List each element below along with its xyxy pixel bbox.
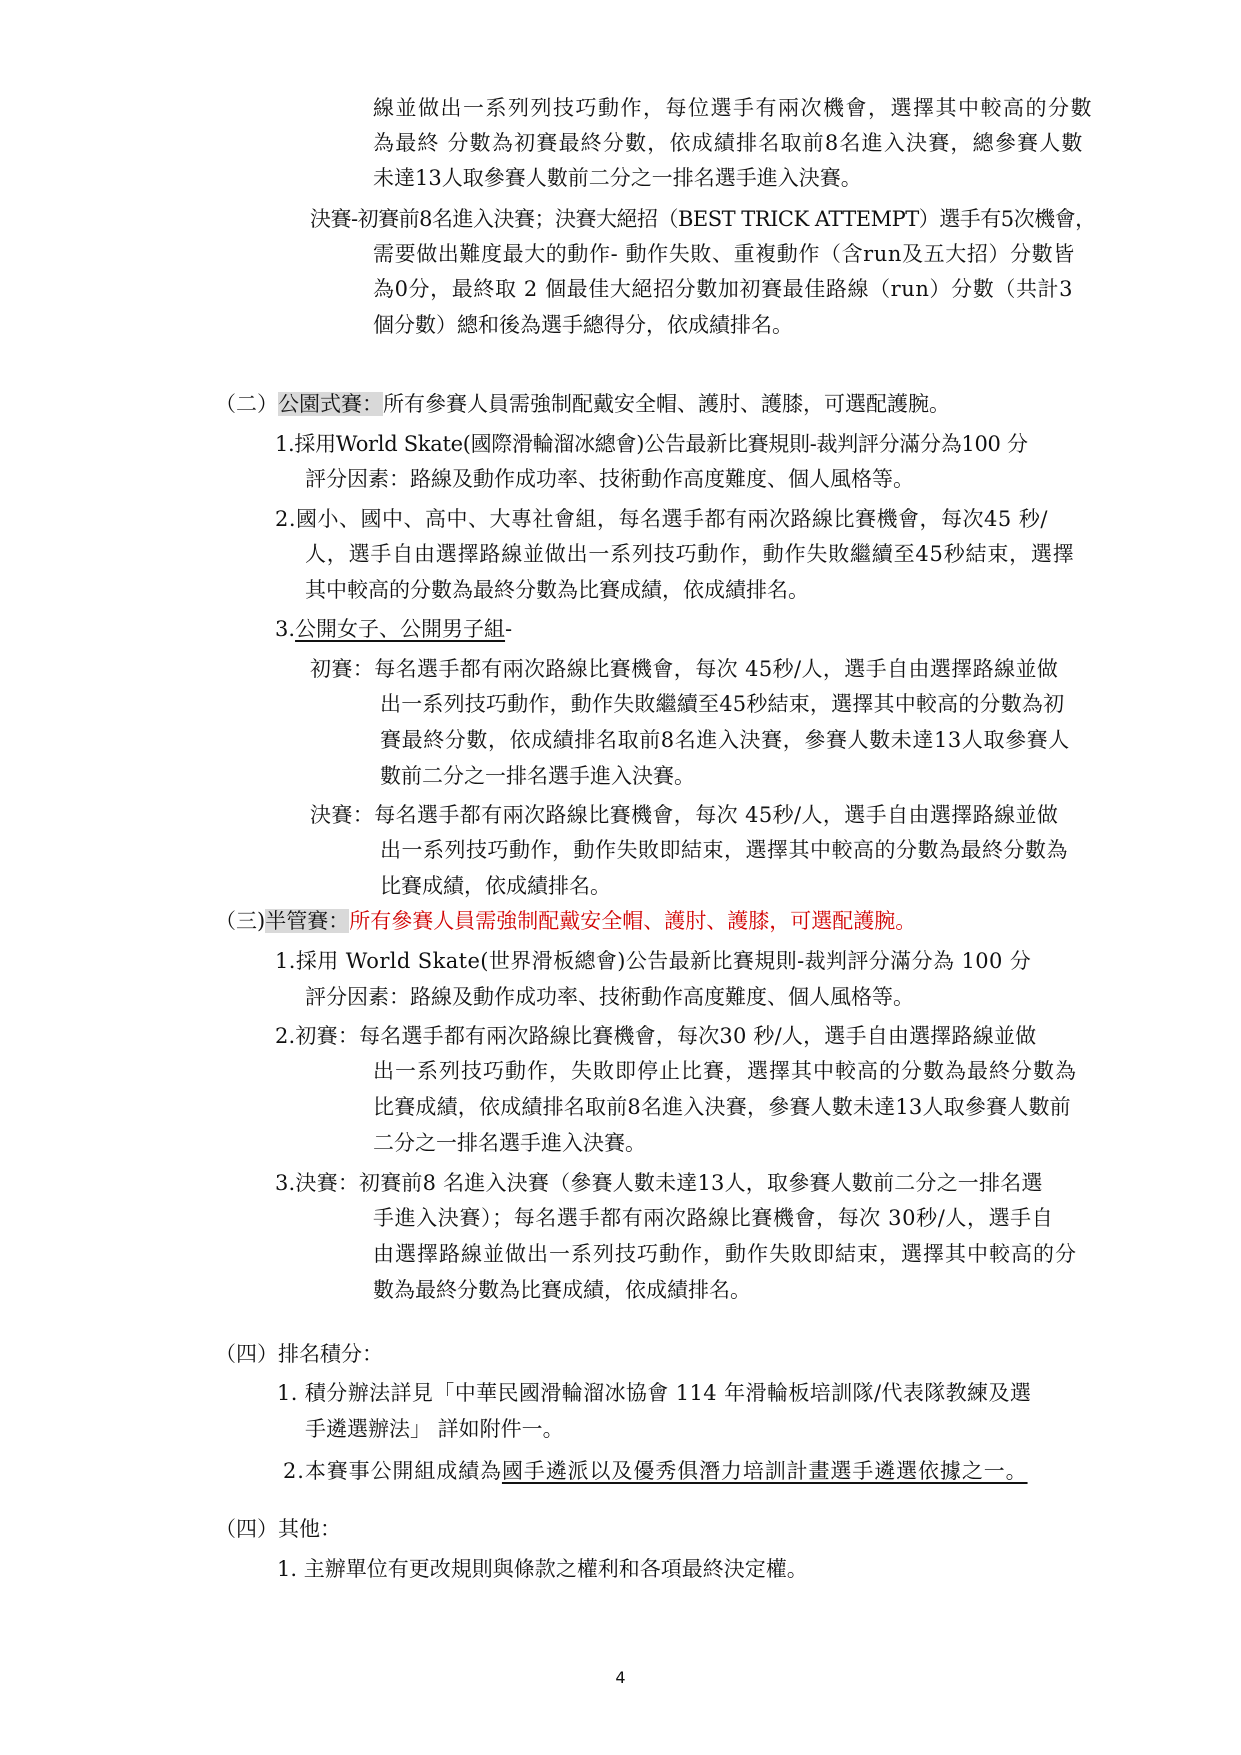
text-line: 數前二分之一排名選手進入決賽。 [380, 764, 695, 788]
open-group-dash: - [505, 617, 513, 641]
text-line: 3.決賽：初賽前8 名進入決賽（參賽人數未達13人，取參賽人數前二分之一排名選 [275, 1171, 1043, 1195]
park-safety-text: 所有參賽人員需強制配戴安全帽、護肘、護膝，可選配護腕。 [383, 392, 950, 416]
open-group-heading [275, 614, 512, 644]
text-line: 其中較高的分數為最終分數為比賽成績，依成績排名。 [305, 578, 809, 602]
section-other-heading: （四）其他： [215, 1517, 341, 1541]
text-line: 1.採用 World Skate(世界滑板總會)公告最新比賽規則-裁判評分滿分為 100 分 [275, 949, 1032, 973]
text-line: 1.採用World Skate(國際滑輪溜冰總會)公告最新比賽規則-裁判評分滿分為100 分 [275, 432, 1028, 456]
text-line: 初賽：每名選手都有兩次路線比賽機會，每次 45秒/人，選手自由選擇路線並做 [310, 657, 1059, 681]
text-line: 人，選手自由選擇路線並做出一系列技巧動作，動作失敗繼續至45秒結束，選擇 [305, 542, 1075, 566]
text-line: 二分之一排名選手進入決賽。 [373, 1131, 646, 1155]
ranking-note [283, 1456, 1028, 1486]
section-prefix: （二） [215, 392, 278, 416]
text-line: 數為最終分數為比賽成績，依成績排名。 [373, 1278, 751, 1302]
section-prefix: （三) [215, 909, 266, 933]
park-label: 公園式賽： [278, 392, 383, 416]
text-line: 1. 積分辦法詳見「中華民國滑輪溜冰協會 114 年滑輪板培訓隊/代表隊教練及選 [277, 1381, 1032, 1405]
halfpipe-safety-text: 所有參賽人員需強制配戴安全帽、護肘、護膝，可選配護腕。 [349, 909, 917, 933]
text-line: 為最終 分數為初賽最終分數，依成績排名取前8名進入決賽，總參賽人數 [373, 131, 1084, 155]
text-line: 賽最終分數，依成績排名取前8名進入決賽，參賽人數未達13人取參賽人 [380, 728, 1070, 752]
text-line: 評分因素：路線及動作成功率、技術動作高度難度、個人風格等。 [305, 985, 914, 1009]
text-line: 決賽-初賽前8名進入決賽；決賽大絕招（BEST TRICK ATTEMPT）選手有5次機會， [310, 207, 1096, 231]
list-number: 3. [275, 617, 296, 641]
text-line: 手遴選辦法」 詳如附件一。 [305, 1417, 564, 1441]
page-number: 4 [615, 1668, 626, 1687]
text-line: 需要做出難度最大的動作- 動作失敗、重複動作（含run及五大招）分數皆 [373, 242, 1075, 266]
text-line: 比賽成績，依成績排名取前8名進入決賽，參賽人數未達13人取參賽人數前 [373, 1095, 1071, 1119]
text-line: 個分數）總和後為選手總得分，依成績排名。 [373, 313, 793, 337]
text-line: 2.初賽：每名選手都有兩次路線比賽機會，每次30 秒/人，選手自由選擇路線並做 [275, 1024, 1037, 1048]
ranking-note-underlined: 國手遴派以及優秀俱潛力培訓計畫選手遴選依據之一。 [501, 1459, 1028, 1483]
text-line: 2.國小、國中、高中、大專社會組，每名選手都有兩次路線比賽機會，每次45 秒/ [275, 507, 1049, 531]
text-line: 1. 主辦單位有更改規則與條款之權利和各項最終決定權。 [277, 1557, 808, 1581]
section-halfpipe-heading [215, 906, 916, 936]
text-line: 未達13人取參賽人數前二分之一排名選手進入決賽。 [373, 166, 862, 190]
text-line: 線並做出一系列列技巧動作，每位選手有兩次機會，選擇其中較高的分數 [373, 96, 1093, 120]
halfpipe-label: 半管賽： [265, 909, 350, 933]
text-line: 出一系列技巧動作，失敗即停止比賽，選擇其中較高的分數為最終分數為 [373, 1059, 1077, 1083]
text-line: 比賽成績，依成績排名。 [380, 874, 611, 898]
text-line: 評分因素：路線及動作成功率、技術動作高度難度、個人風格等。 [305, 467, 914, 491]
text-line: 出一系列技巧動作，動作失敗即結束，選擇其中較高的分數為最終分數為 [380, 838, 1068, 862]
open-group-label: 公開女子、公開男子組 [295, 617, 506, 641]
section-ranking-heading: （四）排名積分： [215, 1342, 383, 1366]
ranking-note-prefix: 2.本賽事公開組成績為 [283, 1459, 502, 1483]
text-line: 決賽：每名選手都有兩次路線比賽機會，每次 45秒/人，選手自由選擇路線並做 [310, 803, 1059, 827]
text-line: 出一系列技巧動作，動作失敗繼續至45秒結束，選擇其中較高的分數為初 [380, 692, 1065, 716]
text-line: 由選擇路線並做出一系列技巧動作，動作失敗即結束，選擇其中較高的分 [373, 1242, 1077, 1266]
text-line: 為0分，最終取 2 個最佳大絕招分數加初賽最佳路線（run）分數（共計3 [373, 277, 1074, 301]
text-line: 手進入決賽）；每名選手都有兩次路線比賽機會，每次 30秒/人，選手自 [373, 1206, 1054, 1230]
section-park-heading [215, 389, 950, 419]
